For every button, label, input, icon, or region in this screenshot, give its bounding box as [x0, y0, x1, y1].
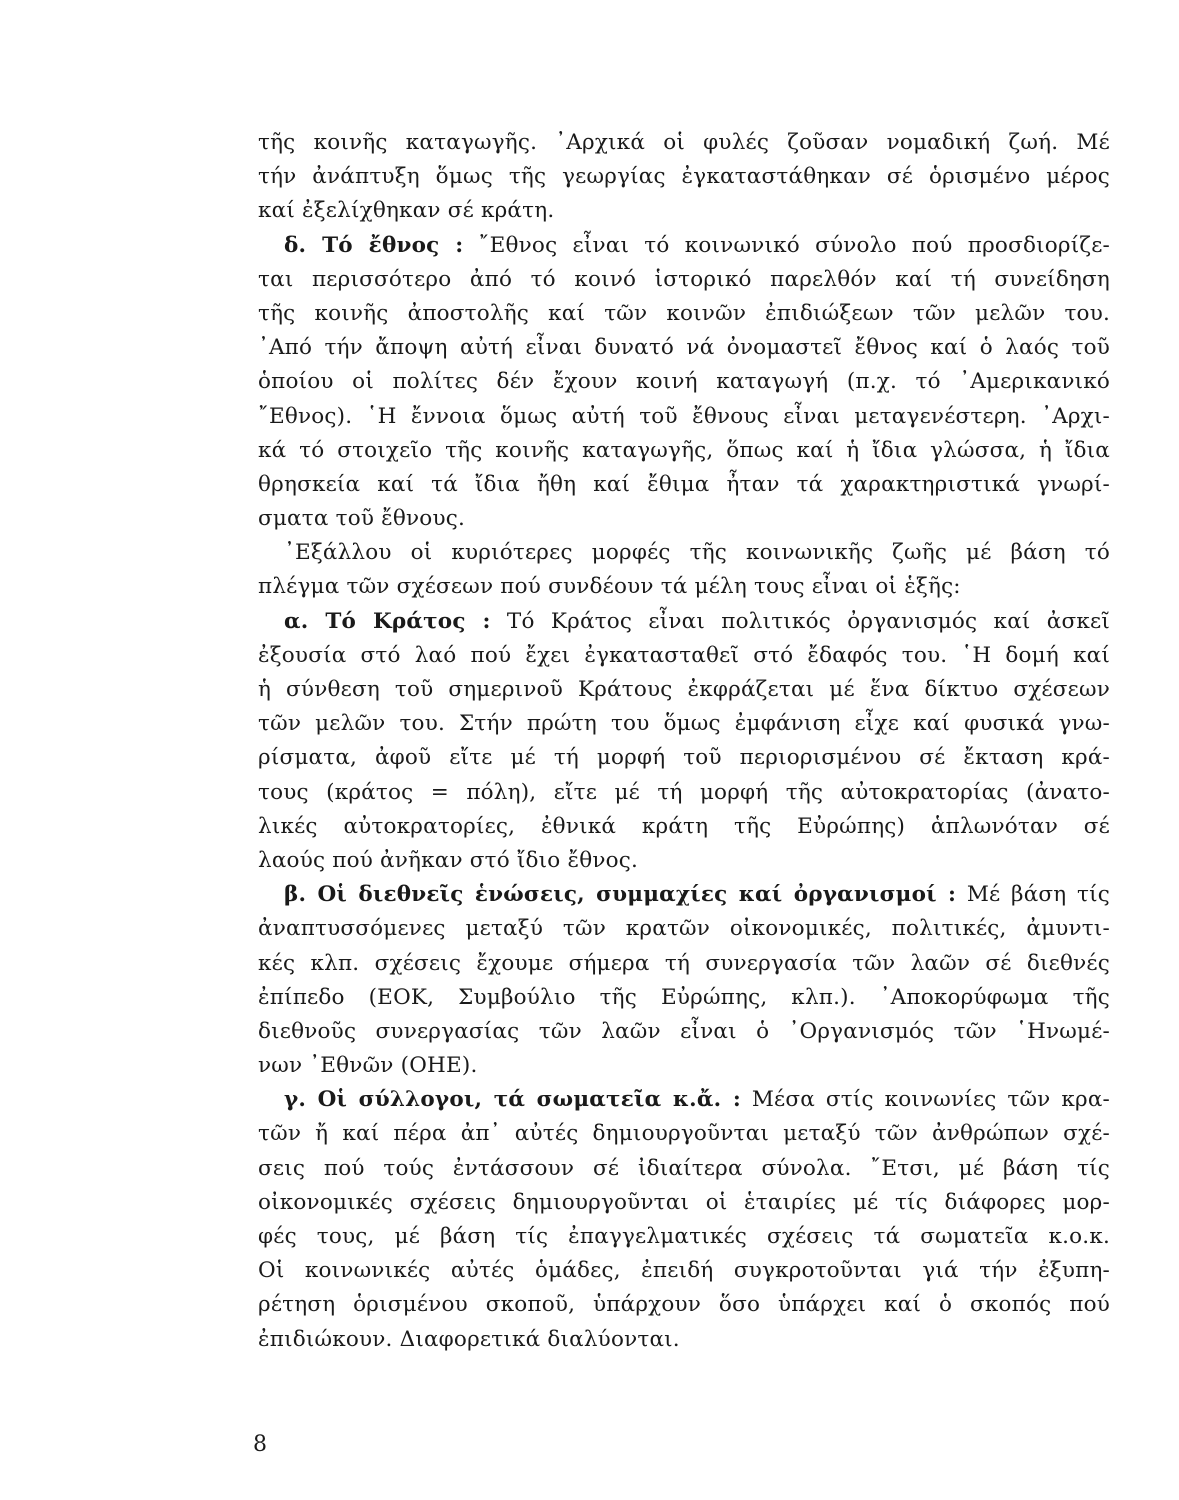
text-run: κά τό στοιχεῖο τῆς κοινῆς καταγωγῆς, ὅπως καί ἡ ἴδια γλώσσα, ἡ ἴδια: [258, 437, 1110, 463]
text-line: [258, 468, 1110, 502]
text-line: [258, 536, 1110, 570]
text-run: ἡ σύνθεση τοῦ σημερινοῦ Κράτους ἐκφράζεται μέ ἕνα δίκτυο σχέσεων: [258, 677, 1110, 702]
text-run: ρέτηση ὁρισμένου σκοποῦ, ὑπάρχουν ὅσο ὑπάρχει καί ὁ σκοπός πού: [258, 1292, 1110, 1318]
text-run: σματα τοῦ ἔθνους.: [258, 506, 465, 532]
text-line: [258, 844, 1110, 878]
text-run: τῶν μελῶν του. Στήν πρώτη του ὅμως ἐμφάνιση εἶχε καί φυσικά γνω-: [258, 711, 1110, 737]
section-heading: α. Τό Κράτος :: [284, 608, 491, 634]
text-line: [258, 1323, 1110, 1357]
text-run: νων ᾿Εθνῶν (ΟΗΕ).: [258, 1053, 478, 1079]
text-line: [258, 707, 1110, 741]
text-run: τῆς κοινῆς καταγωγῆς. ᾿Αρχικά οἱ φυλές ζοῦσαν νομαδική ζωή. Μέ: [258, 130, 1110, 155]
text-run: κές κλπ. σχέσεις ἔχουμε σήμερα τή συνεργασία τῶν λαῶν σέ διεθνές: [258, 950, 1110, 976]
text-line: [258, 810, 1110, 844]
text-run: ἐπιδιώκουν. Διαφορετικά διαλύονται.: [258, 1326, 680, 1352]
text-run: ρίσματα, ἀφοῦ εἴτε μέ τή μορφή τοῦ περιορισμένου σέ ἔκταση κρά-: [258, 745, 1110, 771]
text-run: θρησκεία καί τά ἴδια ἤθη καί ἔθιμα ἦταν τά χαρακτηριστικά γνωρί-: [258, 471, 1110, 497]
text-line: [258, 878, 1110, 912]
text-line: [258, 297, 1110, 331]
text-run: ᾿Από τήν ἄποψη αὐτή εἶναι δυνατό νά ὀνομαστεῖ ἔθνος καί ὁ λαός τοῦ: [258, 335, 1110, 361]
text-line: [258, 776, 1110, 810]
text-run: σεις πού τούς ἐντάσσουν σέ ἰδιαίτερα σύνολα. ῎Ετσι, μέ βάση τίς: [258, 1155, 1110, 1181]
text-run: πλέγμα τῶν σχέσεων πού συνδέουν τά μέλη τους εἶναι οἱ ἑξῆς:: [258, 574, 961, 600]
text-run: ται περισσότερο ἀπό τό κοινό ἱστορικό παρελθόν καί τή συνείδηση: [258, 266, 1110, 292]
page-number: 8: [253, 1432, 267, 1457]
text-run: φές τους, μέ βάση τίς ἐπαγγελματικές σχέσεις τά σωματεῖα κ.ο.κ.: [258, 1224, 1110, 1249]
text-run: οἰκονομικές σχέσεις δημιουργοῦνται οἱ ἑταιρίες μέ τίς διάφορες μορ-: [258, 1189, 1110, 1215]
text-run: καί ἐξελίχθηκαν σέ κράτη.: [258, 198, 555, 224]
text-line: [258, 502, 1110, 536]
text-run: Μέ βάση τίς: [956, 882, 1110, 908]
text-line: [258, 434, 1110, 468]
section-heading: γ. Οἱ σύλλογοι, τά σωματεῖα κ.ἄ. :: [284, 1087, 741, 1113]
text-run: τῆς κοινῆς ἀποστολῆς καί τῶν κοινῶν ἐπιδιώξεων τῶν μελῶν του.: [258, 300, 1110, 326]
text-line: [258, 741, 1110, 775]
text-run: τήν ἀνάπτυξη ὅμως τῆς γεωργίας ἐγκαταστάθηκαν σέ ὁρισμένο μέρος: [258, 164, 1110, 190]
text-run: λικές αὐτοκρατορίες, ἐθνικά κράτη τῆς Εὐρώπης) ἁπλωνόταν σέ: [258, 813, 1110, 839]
text-line: [258, 160, 1110, 194]
text-line: [258, 1083, 1110, 1117]
body-text: [258, 126, 1110, 1357]
text-run: ἐξουσία στό λαό πού ἔχει ἐγκατασταθεῖ στό ἔδαφός του. ῾Η δομή καί: [258, 642, 1110, 668]
text-line: [258, 605, 1110, 639]
text-line: [258, 194, 1110, 228]
text-line: [258, 912, 1110, 946]
text-run: λαούς πού ἀνῆκαν στό ἴδιο ἔθνος.: [258, 847, 639, 873]
text-line: [258, 1288, 1110, 1322]
text-run: ῎Εθνος). ῾Η ἔννοια ὅμως αὐτή τοῦ ἔθνους εἶναι μεταγενέστερη. ᾿Αρχι-: [258, 403, 1110, 429]
section-heading: β. Οἱ διεθνεῖς ἑνώσεις, συμμαχίες καί ὀργανισμοί :: [284, 882, 957, 908]
text-line: [258, 1015, 1110, 1049]
text-line: [258, 331, 1110, 365]
text-run: ῎Εθνος εἶναι τό κοινωνικό σύνολο πού προσδιορίζε-: [463, 232, 1110, 258]
text-line: [258, 365, 1110, 399]
text-run: ὁποίου οἱ πολίτες δέν ἔχουν κοινή καταγωγή (π.χ. τό ᾿Αμερικανικό: [258, 369, 1110, 395]
text-line: [258, 1254, 1110, 1288]
text-run: τῶν ἤ καί πέρα ἀπ᾿ αὐτές δημιουργοῦνται μεταξύ τῶν ἀνθρώπων σχέ-: [258, 1121, 1110, 1147]
text-line: [258, 1152, 1110, 1186]
text-run: τους (κράτος = πόλη), εἴτε μέ τή μορφή τῆς αὐτοκρατορίας (ἀνατο-: [258, 779, 1110, 805]
text-run: ἀναπτυσσόμενες μεταξύ τῶν κρατῶν οἰκονομικές, πολιτικές, ἀμυντι-: [258, 916, 1110, 942]
text-run: ἐπίπεδο (ΕΟΚ, Συμβούλιο τῆς Εὐρώπης, κλπ.). ᾿Αποκορύφωμα τῆς: [258, 984, 1110, 1010]
text-run: διεθνοῦς συνεργασίας τῶν λαῶν εἶναι ὁ ᾿Οργανισμός τῶν ῾Ηνωμέ-: [258, 1018, 1110, 1044]
text-run: Τό Κράτος εἶναι πολιτικός ὀργανισμός καί ἀσκεῖ: [490, 608, 1110, 634]
text-run: ᾿Εξάλλου οἱ κυριότερες μορφές τῆς κοινωνικῆς ζωῆς μέ βάση τό: [284, 540, 1110, 566]
text-line: [258, 1049, 1110, 1083]
text-line: [258, 400, 1110, 434]
text-line: [258, 947, 1110, 981]
text-line: [258, 1117, 1110, 1151]
text-run: Οἱ κοινωνικές αὐτές ὁμάδες, ἐπειδή συγκροτοῦνται γιά τήν ἐξυπη-: [258, 1258, 1110, 1284]
text-line: [258, 263, 1110, 297]
text-line: [258, 1186, 1110, 1220]
text-line: [258, 1220, 1110, 1254]
text-line: [258, 981, 1110, 1015]
text-line: [258, 639, 1110, 673]
text-line: [258, 570, 1110, 604]
text-line: [258, 126, 1110, 160]
text-line: [258, 229, 1110, 263]
section-heading: δ. Τό ἔθνος :: [284, 232, 464, 258]
text-line: [258, 673, 1110, 707]
text-run: Μέσα στίς κοινωνίες τῶν κρα-: [740, 1087, 1110, 1113]
